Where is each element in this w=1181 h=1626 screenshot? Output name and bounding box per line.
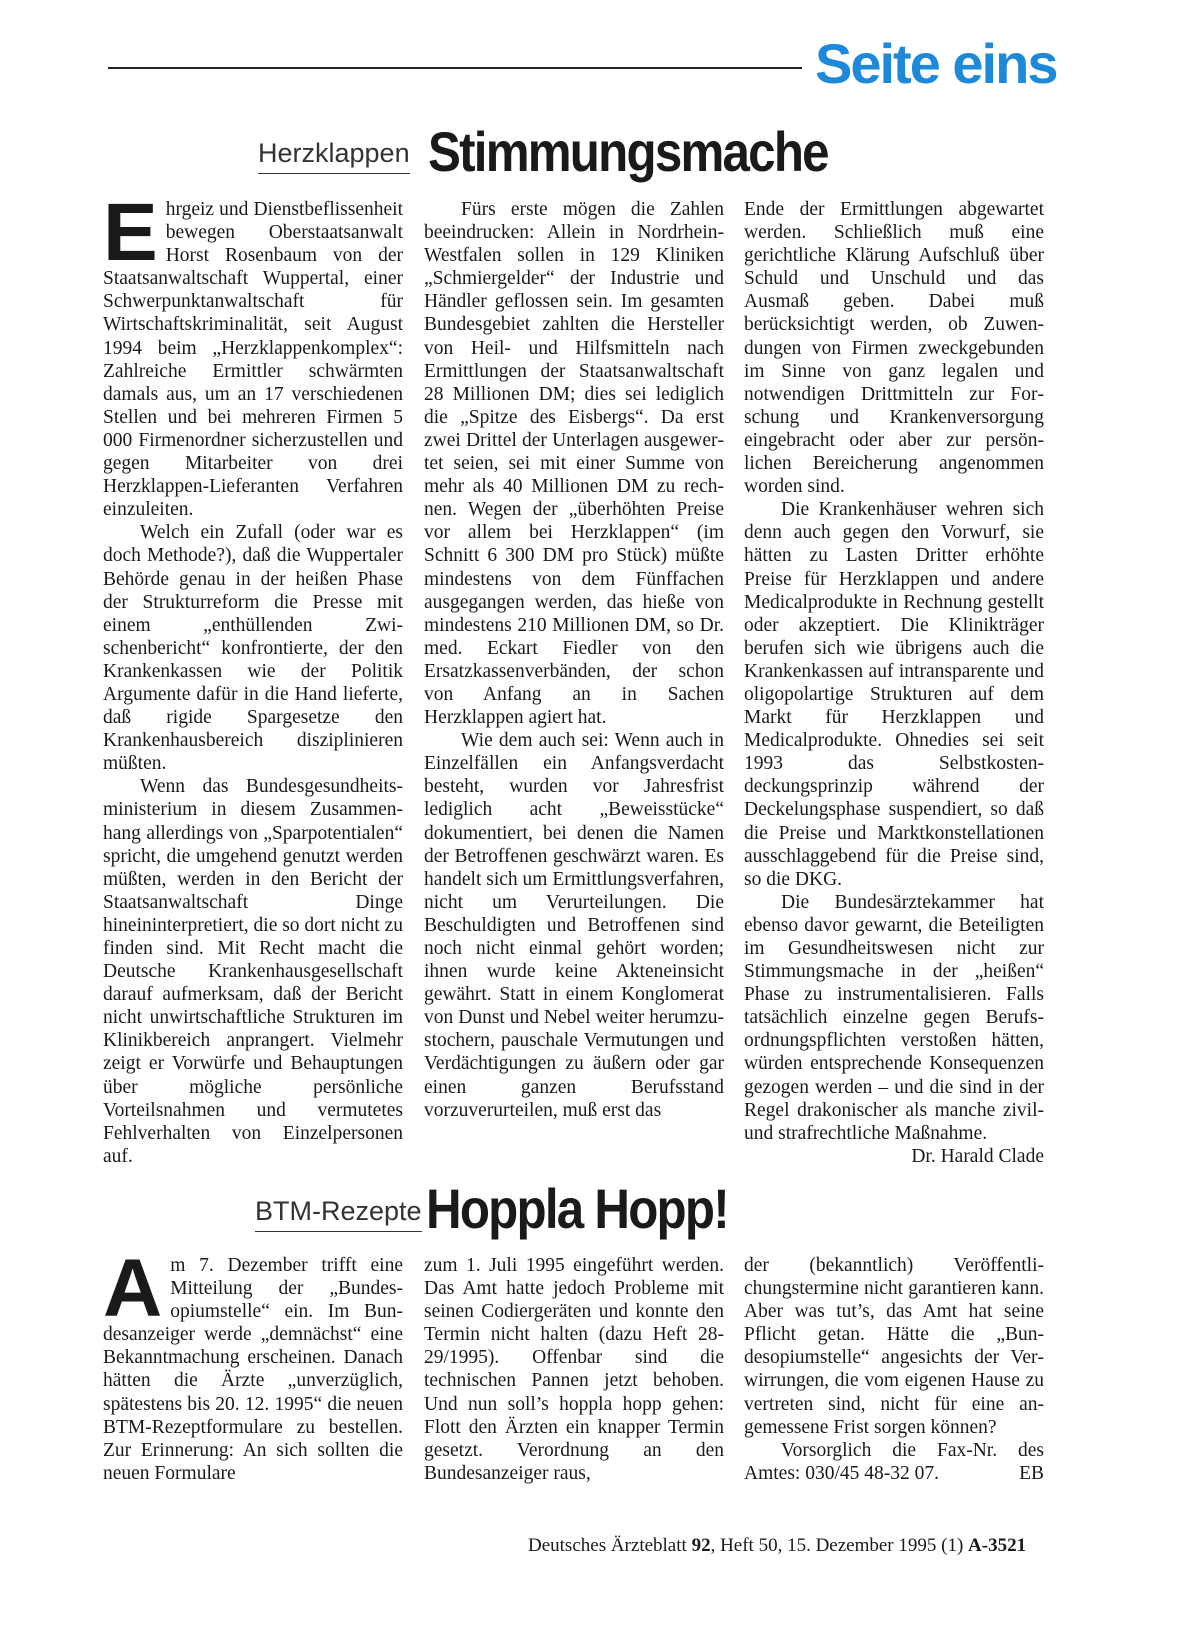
journal-issue: , Heft 50, 15. Dezember 1995 (1) [710,1535,964,1556]
paragraph: Die Krankenhäuser wehren sich denn auch gegen den Vorwurf, sie hätten zu Lasten Dritter erhöhte Preise für Herzklappen und andere Medicalprodukte in Rechnung gestellt oder akzeptiert. Die Klinikträger berufen sich wie übrigens auch die Krankenkassen auf intransparente und oligopolartige Strukturen auf dem Markt für Herzklappen und Medicalprodukte. Ohnedies sei seit 1993 das Selbstkostendeckungsprinzip während der Deckelungsphase suspendiert, so daß die Preise und Marktkonstellationen ausschlaggebend für die Preise sind, so die DKG. [744,499,1044,890]
paragraph [744,891,1044,1167]
page-footer [528,1535,1026,1557]
header-rule [108,67,802,69]
paragraph: Ende der Ermittlungen abgewartet werden. Schließlich muß eine gerichtliche Klärung Aufschluß über Schuld und Unschuld und das Ausmaß geben. Dabei muß berücksichtigt werden, ob Zuwendungen von Firmen zweckgebunden im Sinne von ganz legalen und notwendigen Drittmitteln zur Forschung und Krankenversorgung eingebracht oder aber zur persönlichen Bereicherung angenommen worden sind. [744,199,1044,498]
paragraph-text: Vorsorglich die Fax-Nr. des Amtes: 030/45 48-32 07. [744,1439,1044,1484]
article1-column-1 [103,187,403,1168]
article1-kicker: Herzklappen [258,139,410,174]
paragraph: m 7. Dezember trifft eine Mitteilung der „Bundesopiumstelle“ ein. Im Bundesanzeiger werde „demnächst“ eine Bekanntmachung erscheinen. Danach hätten die Ärzte „unverzüglich, spätestens bis 20. 12. 1995“ die neuen BTM-Rezeptformulare zu bestellen. Zur Erinnerung: An sich sollten die neuen Formulare [103,1255,403,1484]
paragraph: Fürs erste mögen die Zahlen beeindrucken: Allein in Nordrhein-Westfalen sollen in 129 Kliniken „Schmiergelder“ der Industrie und Händler geflossen sein. Im gesamten Bundesgebiet zahlten die Hersteller von Heil- und Hilfsmitteln nach Ermittlungen der Staatsanwaltschaft 28 Millionen DM; dies sei lediglich die „Spitze des Eisbergs“. Da erst zwei Drittel der Unterlagen ausgewertet seien, sei mit einer Summe von mehr als 40 Millionen DM zu rechnen. Wegen der „überhöhten Preise vor allem bei Herzklappen“ (im Schnitt 6 300 DM pro Stück) müßte mindestens von dem Fünffachen ausgegangen werden, das hieße von mindestens 210 Millionen DM, so Dr. med. Eckart Fiedler von den Ersatzkassenverbänden, der schon von Anfang an in Sachen Herzklappen agiert hat. [424,199,724,729]
section-title: Seite eins [815,32,1057,95]
article2-column-1 [103,1243,403,1485]
article2-column-3 [744,1254,1044,1485]
paragraph: Wenn das Bundesgesundheitsministerium in diesem Zusammenhang allerdings von „Sparpotentialen“ spricht, die umgehend genutzt werden müßten, werden in den Bericht der Staatsanwaltschaft Dinge hineininterpretiert, die so dort nicht zu finden sind. Mit Recht macht die Deutsche Krankenhausgesellschaft darauf aufmerksam, daß der Bericht nicht unwirtschaftliche Strukturen im Klinikbereich anprangert. Vielmehr zeigt er Vorwürfe und Behauptungen über mögliche persönliche Vorteilsnahmen und vermutetes Fehlverhalten von Einzelpersonen auf. [103,776,403,1167]
article1-dropcap: E [103,187,158,278]
article2-column-2 [424,1254,724,1485]
paragraph-text: Die Bundesärztekammer hat ebenso davor gewarnt, die Beteiligten im Gesundheitswesen nicht zur Stimmungsmache in der „heißen“ Phase zu instrumentalisieren. Falls tatsächlich einzelne gegen Berufsordnungspflichten verstoßen hätten, würden entsprechende Konsequenzen gezogen werden – und die sind in der Regel drakonischer als manche zivil- und strafrechtliche Maßnahme. [744,891,1044,1144]
article2-dropcap: A [103,1243,163,1334]
paragraph: Wie dem auch sei: Wenn auch in Einzelfällen ein Anfangsverdacht besteht, wurden vor Jahresfrist lediglich acht „Beweisstücke“ dokumentiert, bei denen die Namen der Betroffenen geschwärzt waren. Es handelt sich um Ermittlungsverfahren, nicht um Verurteilungen. Die Beschuldigten und Betroffenen sind noch nicht einmal gehört worden; ihnen wurde keine Akteneinsicht gewährt. Statt in einem Konglomerat von Dunst und Nebel weiter herumzustochern, pauschale Vermutungen und Verdächtigungen zu äußern oder gar einen ganzen Berufsstand vorzuverurteilen, muß erst das [424,730,725,1121]
article1-author: Dr. Harald Clade [911,1145,1044,1167]
paragraph: hrgeiz und Dienstbeflissenheit bewegen Oberstaatsanwalt Horst Rosenbaum von der Staatsanwaltschaft Wuppertal, einer Schwerpunktanwaltschaft für Wirtschaftskriminalität, seit August 1994 beim „Herzklappenkomplex“: Zahlreiche Ermittler schwärmten damals aus, um an 17 verschiedenen Stellen und bei mehreren Firmen 5 000 Firmenordner sicherzustellen und gegen Mitarbeiter von drei Herzklappen-Lieferanten Verfahren einzuleiten. [103,199,403,521]
article1-column-3 [744,198,1044,1168]
journal-volume: 92 [691,1535,711,1556]
article2-kicker: BTM-Rezepte [255,1197,422,1232]
paragraph: der (bekanntlich) Veröffentlichungstermine nicht garantieren kann. Aber was tut’s, das Amt hat seine Pflicht getan. Hätte die „Bundesopiumstelle“ angesichts der Verwirrungen, die vom eigenen Hause zu vertreten sind, nicht für eine angemessene Frist sorgen können? [744,1255,1044,1438]
page-number: A-3521 [968,1535,1027,1556]
journal-name: Deutsches Ärzteblatt [528,1535,687,1556]
article2-author: EB [1019,1462,1044,1484]
paragraph [744,1439,1044,1485]
paragraph: zum 1. Juli 1995 eingeführt werden. Das Amt hatte jedoch Probleme mit seinen Codiergeräten und konnte den Termin nicht halten (dazu Heft 28-29/1995). Offenbar sind die technischen Pannen jetzt behoben. Und nun soll’s hoppla hopp gehen: Flott den Ärzten ein knapper Termin gesetzt. Verordnung an den Bundesanzeiger raus, [424,1255,724,1484]
article2-headline: Hoppla Hopp! [426,1177,728,1240]
article1-column-2 [424,198,724,1122]
article1-headline: Stimmungsmache [428,120,828,183]
paragraph: Welch ein Zufall (oder war es doch Methode?), daß die Wuppertaler Behörde genau in der heißen Phase der Strukturreform die Presse mit einem „enthüllenden Zwischenbericht“ konfrontierte, der den Krankenkassen wie der Politik Argumente dafür in die Hand lieferte, daß rigide Spargesetze den Krankenhausbereich disziplinieren müßten. [103,522,403,775]
